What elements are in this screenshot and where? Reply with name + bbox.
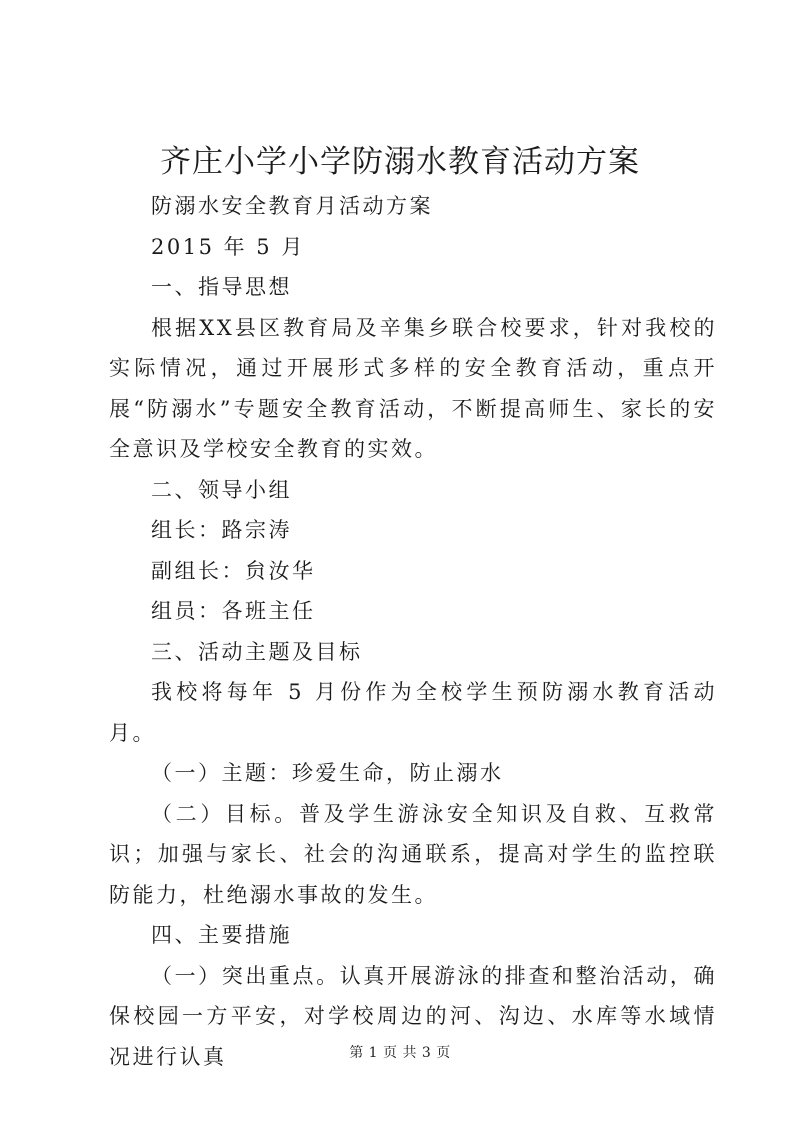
paragraph-deputy-leader: 副组长：贠汝华 xyxy=(151,558,316,583)
paragraph-theme: （一）主题：珍爱生命，防止溺水 xyxy=(151,761,504,785)
paragraph-measure-one: （一）突出重点。认真开展游泳的排查和整治活动，确保校园一方平安，对学校周边的河、沟边、水库等水域情况进行认真 xyxy=(109,963,717,1069)
paragraph-date: 2015 年 5 月 xyxy=(151,234,305,259)
paragraph-guiding-thought: 根据XX县区教育局及辛集乡联合校要求，针对我校的实际情况，通过开展形式多样的安全教育活动，重点开展“防溺水”专题安全教育活动，不断提高师生、家长的安全意识及学校安全教育的实效。 xyxy=(109,315,717,461)
paragraph-subtitle: 防溺水安全教育月活动方案 xyxy=(151,194,433,218)
page-footer: 第 1 页 共 3 页 xyxy=(349,1045,451,1061)
section-heading-guiding-thought: 一、指导思想 xyxy=(151,275,292,299)
paragraph-group-members: 组员：各班主任 xyxy=(151,599,316,623)
paragraph-group-leader: 组长：路宗涛 xyxy=(151,518,292,542)
document-body xyxy=(109,186,717,1077)
section-heading-theme-goals: 三、活动主题及目标 xyxy=(151,639,363,664)
paragraph-activity-month: 我校将每年 5 月份作为全校学生预防溺水教育活动月。 xyxy=(109,680,717,745)
section-heading-leadership-group: 二、领导小组 xyxy=(151,477,292,502)
document-title: 齐庄小学小学防溺水教育活动方案 xyxy=(160,144,640,180)
section-heading-main-measures: 四、主要措施 xyxy=(151,923,292,947)
paragraph-goals: （二）目标。普及学生游泳安全知识及自救、互救常识；加强与家长、社会的沟通联系，提高对学生的监控联防能力，杜绝溺水事故的发生。 xyxy=(109,801,717,907)
